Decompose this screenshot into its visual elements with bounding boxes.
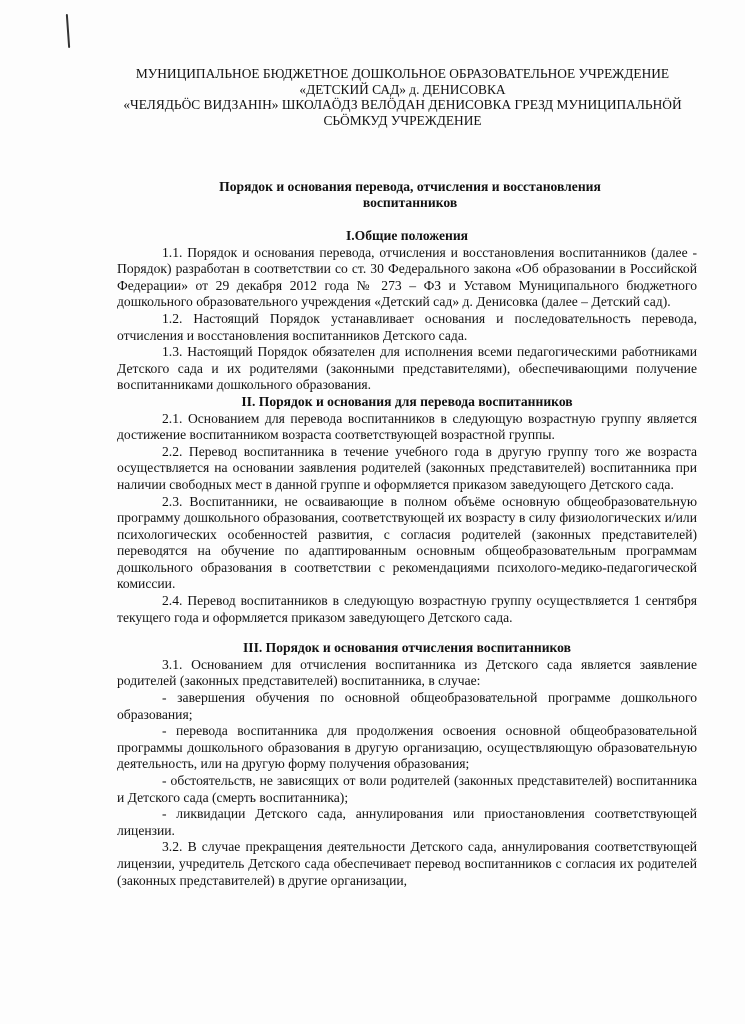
paragraph-2-4: 2.4. Перевод воспитанников в следующую возрастную группу осуществляется 1 сентября текущего года и оформляется приказом заведующего Детского сада. <box>117 593 697 625</box>
paragraph-2-1: 2.1. Основанием для перевода воспитанников в следующую возрастную группу является достижение воспитанником возраста соответствующей возрастной группы. <box>117 410 697 443</box>
section-2-heading: II. Порядок и основания для перевода воспитанников <box>241 393 573 409</box>
document-title <box>120 179 700 211</box>
bullet-3-1-2: - перевода воспитанника для продолжения освоения основной общеобразовательной программы дошкольного образования в другую организацию, осуществляющую образовательную деятельность, или на другую форму получения образования; <box>117 723 697 772</box>
paragraph-1-1: 1.1. Порядок и основания перевода, отчисления и восстановления воспитанников (далее - Порядок) разработан в соответствии со ст. 30 Федерального закона «Об образовании в Российской Федерации» от 29 декабря 2012 года № 273 – ФЗ и Уставом Муниципального бюджетного дошкольного образовательного учреждения «Детский сад» д. Денисовка (далее – Детский сад). <box>117 244 697 310</box>
scan-mark <box>66 14 70 48</box>
header-line-4: СЬÖМКУД УЧРЕЖДЕНИЕ <box>323 112 482 128</box>
header-line-2: «ДЕТСКИЙ САД» д. ДЕНИСОВКА <box>299 81 506 97</box>
paragraph-1-3: 1.3. Настоящий Порядок обязателен для исполнения всеми педагогическими работниками Детского сада и их родителями (законными представителями), обеспечивающими получение воспитанниками дошкольного образования. <box>117 344 697 393</box>
bullet-3-1-3: - обстоятельств, не зависящих от воли родителей (законных представителей) воспитанника и Детского сада (смерть воспитанника); <box>117 773 697 805</box>
organization-header <box>100 66 705 128</box>
paragraph-2-3: 2.3. Воспитанники, не осваивающие в полном объёме основную общеобразовательную программу дошкольного образования, соответствующей их возрасту в силу физиологических и/или психологических особенностей развития, с согласия родителей (законных представителей) переводятся на обучение по адаптированным основным общеобразовательным программам дошкольного образования в соответствии с рекомендациями психолого-медико-педагогической комиссии. <box>117 493 697 592</box>
header-line-3: «ЧЕЛЯДЬÖС ВИДЗАНIН» ШКОЛАÖДЗ ВЕЛÖДАН ДЕНИСОВКА ГРЕЗД МУНИЦИПАЛЬНÖЙ <box>123 97 682 112</box>
paragraph-3-2: 3.2. В случае прекращения деятельности Детского сада, аннулирования соответствующей лицензии, учредитель Детского сада обеспечивает перевод воспитанников с согласия их родителей (законных представителей) в другие организации, <box>117 839 697 888</box>
paragraph-1-2: 1.2. Настоящий Порядок устанавливает основания и последовательность перевода, отчисления и восстановления воспитанников Детского сада. <box>117 310 697 343</box>
title-line-2: воспитанников <box>362 195 458 210</box>
title-line-1: Порядок и основания перевода, отчисления и восстановления <box>219 179 601 194</box>
document-body <box>117 228 697 889</box>
header-line-1: МУНИЦИПАЛЬНОЕ БЮДЖЕТНОЕ ДОШКОЛЬНОЕ ОБРАЗОВАТЕЛЬНОЕ УЧРЕЖДЕНИЕ <box>135 66 670 81</box>
paragraph-3-1: 3.1. Основанием для отчисления воспитанника из Детского сада является заявление родителей (законных представителей) воспитанника, в случае: <box>117 656 697 689</box>
paragraph-2-2: 2.2. Перевод воспитанника в течение учебного года в другую группу того же возраста осуществляется на основании заявления родителей (законных представителей) воспитанника при наличии свободных мест в данной группе и оформляется приказом заведующего Детского сада. <box>117 443 697 492</box>
section-spacer <box>117 626 697 640</box>
bullet-3-1-1: - завершения обучения по основной общеобразовательной программе дошкольного образования; <box>117 690 697 722</box>
section-3-heading: III. Порядок и основания отчисления воспитанников <box>242 640 571 656</box>
section-1-heading: I.Общие положения <box>345 228 469 243</box>
bullet-3-1-4: - ликвидации Детского сада, аннулирования или приостановления соответствующей лицензии. <box>117 806 697 838</box>
